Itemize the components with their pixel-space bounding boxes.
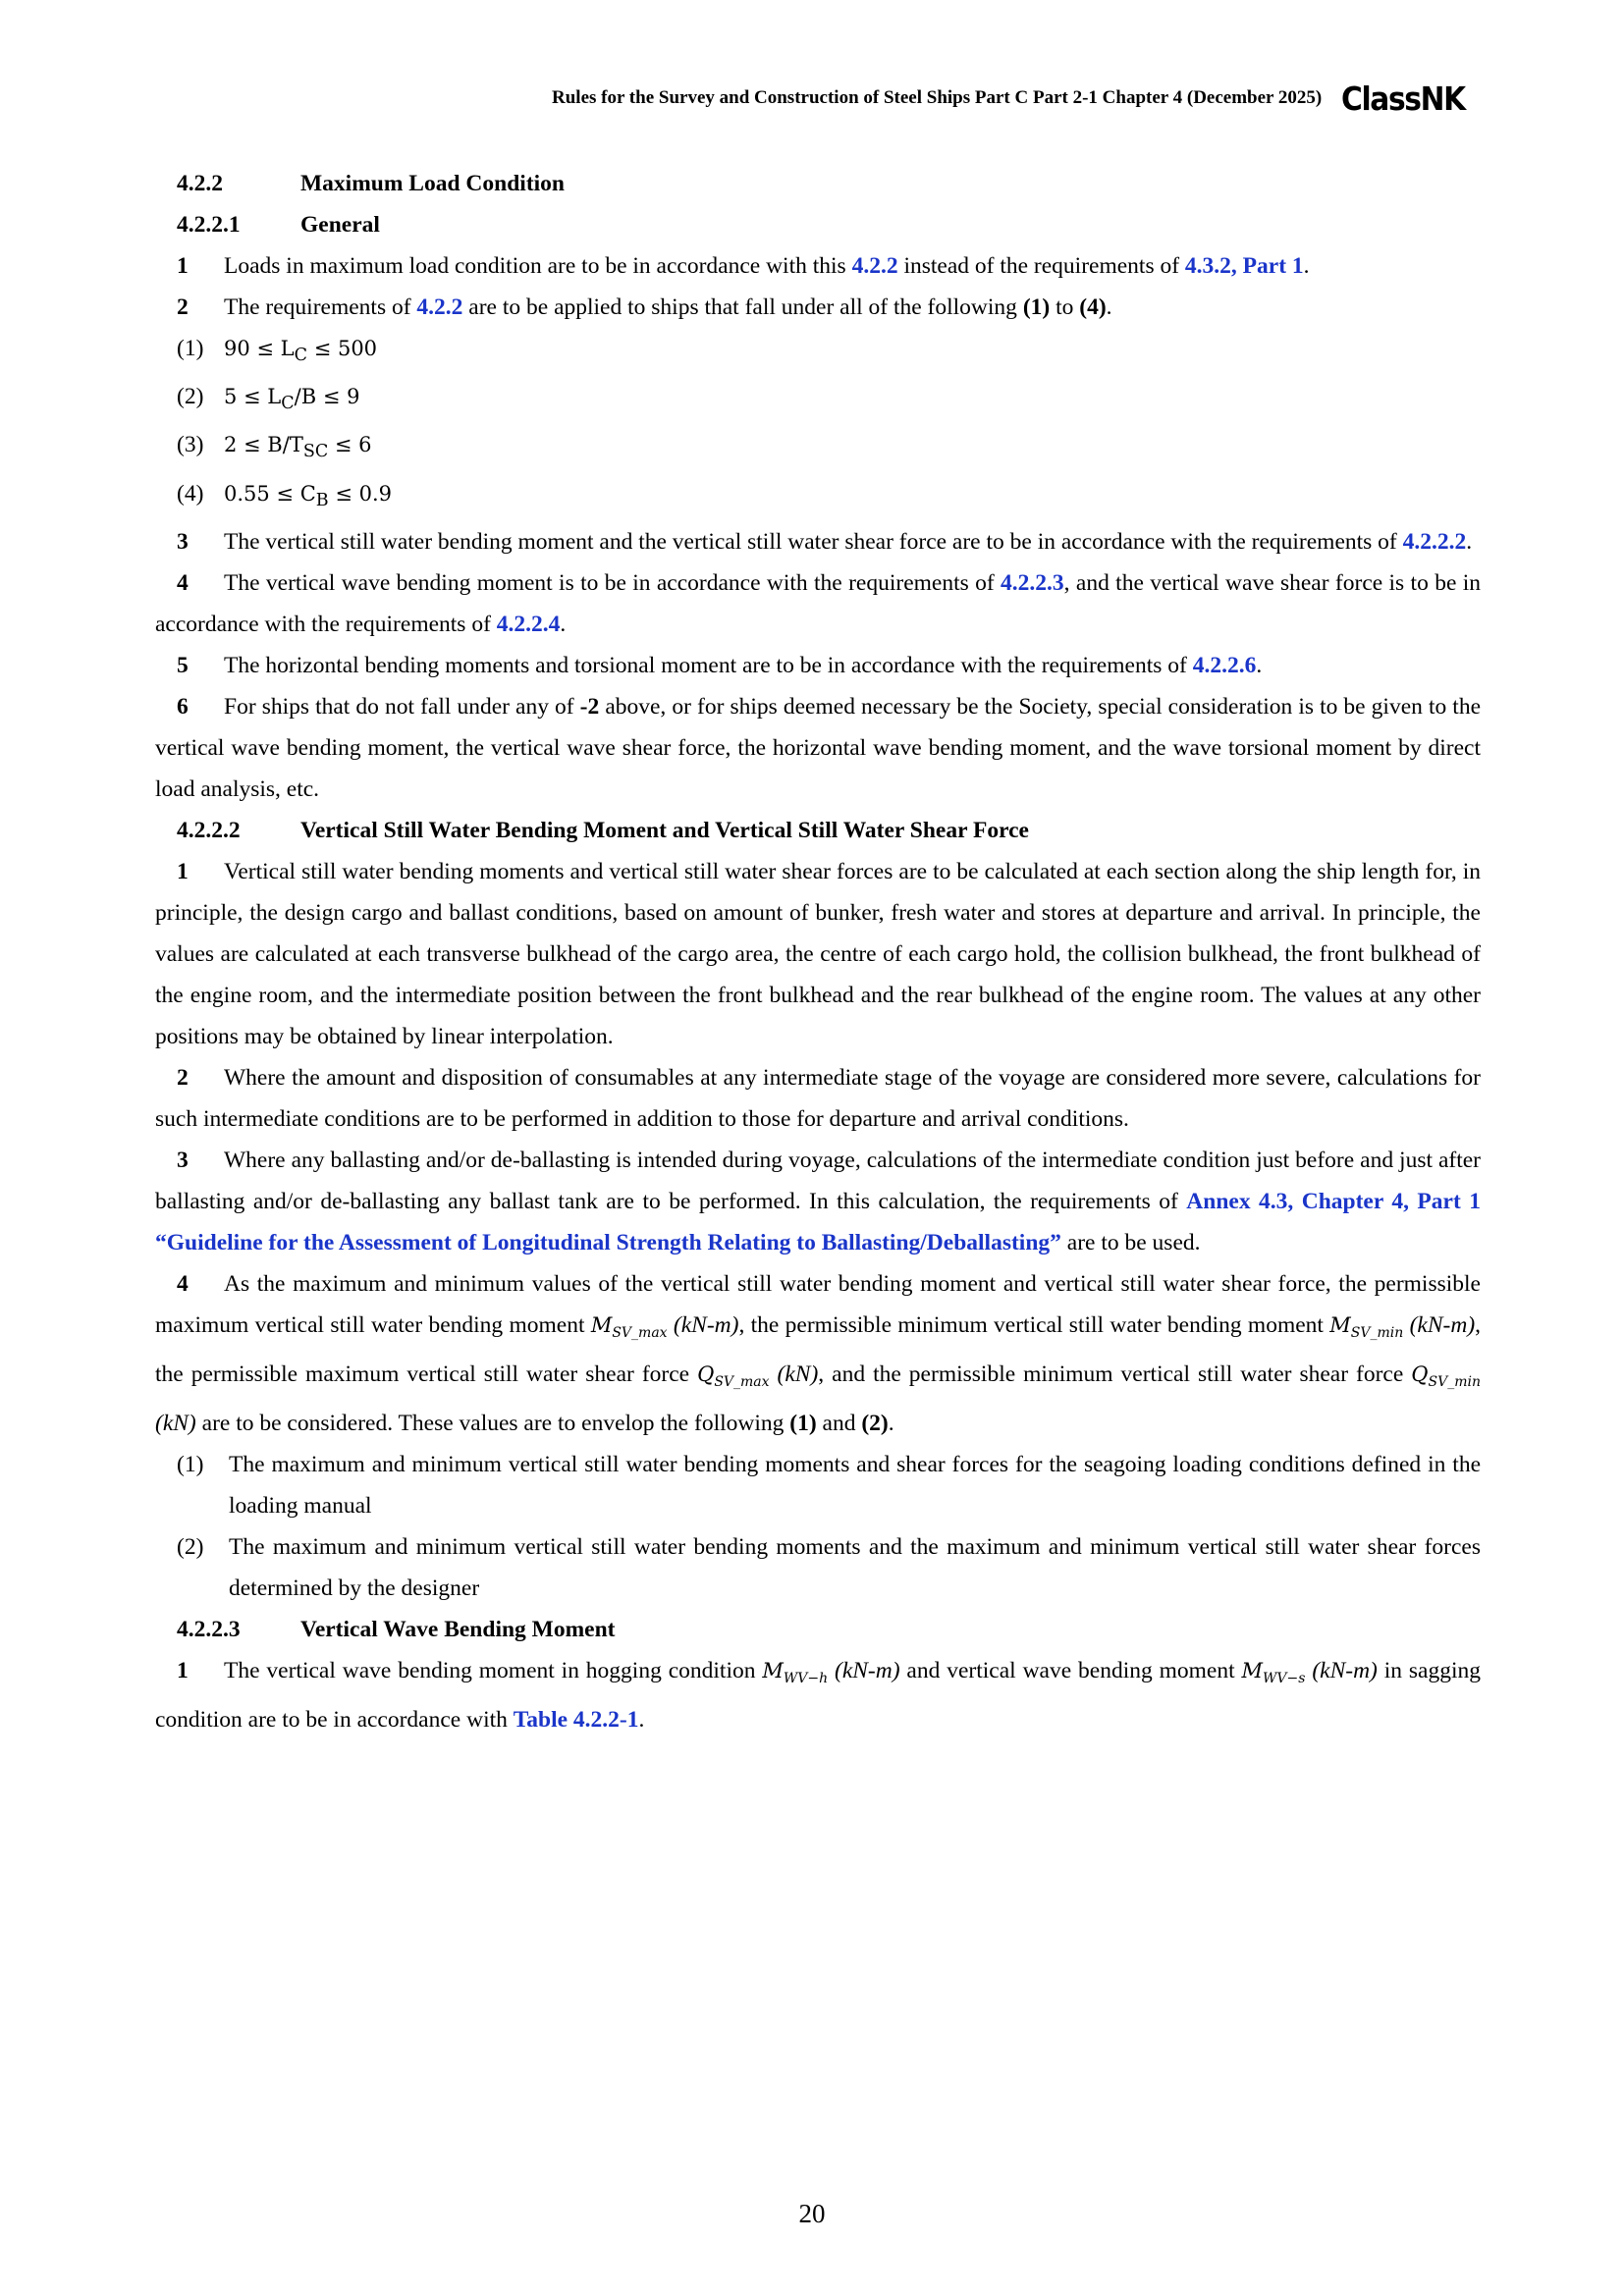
paragraph-4-2-2-1-2: 2 The requirements of 4.2.2 are to be applied to ships that fall under all of the following (1) to (4). bbox=[177, 294, 1112, 320]
list-item: (1) The maximum and minimum vertical still water bending moments and shear forces for the seagoing loading conditions defined in the loading manual bbox=[177, 1452, 1481, 1520]
paragraph-4-2-2-2-1: 1 Vertical still water bending moments and vertical still water shear forces are to be calculated at each section along the ship length for, in principle, the design cargo and ballast conditions, based on amount of bunker, fresh water and stores at departure and arrival. In principle, the values are calculated at each transverse bulkhead of the cargo area, the centre of each cargo hold, the collision bulkhead, the front bulkhead of the engine room, and the intermediate position between the front bulkhead and the rear bulkhead of the engine room. The values at any other positions may be obtained by linear interpolation. bbox=[155, 858, 1481, 1049]
paragraph-4-2-2-2-4: 4 As the maximum and minimum values of the vertical still water bending moment and vertical still water shear force, the permissible maximum vertical still water bending moment $M_{SV\_max}$ (kN-m), the permissible minimum vertical still water bending moment $M_{SV\_min}$ (kN-m), the permissible maximum vertical still water shear force $Q_{SV\_max}$ (kN), and the permissible minimum vertical still water shear force $Q_{SV\_min}$ (kN) are to be considered. These values are to envelop the following (1) and (2). bbox=[155, 1270, 1482, 1437]
condition-item: (4) $0.55 \le C_B \le 0.9$ bbox=[177, 480, 392, 510]
symbol-mwv-s: $M_{WV-s}$ bbox=[1241, 1659, 1306, 1687]
condition-item: (2) $5 \le L_C/B \le 9$ bbox=[177, 384, 360, 414]
section-heading-4-2-2: 4.2.2 Maximum Load Condition bbox=[177, 171, 565, 196]
section-heading-4-2-2-1: 4.2.2.1 General bbox=[177, 212, 380, 238]
formula: $90 \le L_C \le 500$ bbox=[224, 337, 378, 366]
document-body bbox=[155, 163, 1481, 1740]
link-4-3-2-part-1[interactable]: 4.3.2, Part 1 bbox=[1184, 253, 1304, 279]
link-table-4-2-2-1[interactable]: Table 4.2.2-1 bbox=[513, 1707, 639, 1734]
page-number: 20 bbox=[798, 2199, 826, 2228]
link-4-2-2-3[interactable]: 4.2.2.3 bbox=[1001, 569, 1064, 596]
link-4-2-2[interactable]: 4.2.2 bbox=[851, 253, 898, 279]
header-title: Rules for the Survey and Construction of Steel Ships Part C Part 2-1 Chapter 4 (December 2025) bbox=[552, 87, 1323, 108]
condition-item: (1) $90 \le L_C \le 500$ bbox=[177, 336, 378, 366]
symbol-qsv-max: $Q_{SV\_max}$ bbox=[697, 1362, 770, 1391]
paragraph-4-2-2-3-1: 1 The vertical wave bending moment in hogging condition $M_{WV-h}$ (kN-m) and vertical wave bending moment $M_{WV-s}$ (kN-m) in sagging condition are to be in accordance with Table 4.2.2-1. bbox=[155, 1658, 1482, 1734]
list-item: (2) The maximum and minimum vertical still water bending moments and the maximum and minimum vertical still water shear forces determined by the designer bbox=[177, 1534, 1481, 1602]
formula: $5 \le L_C/B \le 9$ bbox=[224, 385, 360, 414]
formula: $2 \le B/T_{SC} \le 6$ bbox=[224, 433, 372, 462]
classnk-logo: ClassNK bbox=[1341, 79, 1466, 118]
symbol-mwv-h: $M_{WV-h}$ bbox=[762, 1659, 829, 1687]
formula: $0.55 \le C_B \le 0.9$ bbox=[224, 481, 392, 510]
link-annex-4-3[interactable]: Annex 4.3, Chapter 4, Part 1 “Guideline for the Assessment of Longitudinal Strength Relating to Ballasting/Deballasting” bbox=[155, 1188, 1481, 1255]
symbol-msv-min: $M_{SV\_min}$ bbox=[1329, 1312, 1404, 1341]
section-heading-4-2-2-3: 4.2.2.3 Vertical Wave Bending Moment bbox=[177, 1617, 616, 1643]
link-4-2-2-2[interactable]: 4.2.2.2 bbox=[1402, 528, 1467, 555]
paragraph-4-2-2-1-1: 1 Loads in maximum load condition are to be in accordance with this 4.2.2 instead of the requirements of 4.3.2, Part 1. bbox=[177, 253, 1310, 279]
link-4-2-2-4[interactable]: 4.2.2.4 bbox=[496, 611, 561, 637]
page-header bbox=[487, 77, 1479, 120]
paragraph-4-2-2-1-5: 5 The horizontal bending moments and torsional moment are to be in accordance with the requirements of 4.2.2.6. bbox=[177, 652, 1263, 678]
section-heading-4-2-2-2: 4.2.2.2 Vertical Still Water Bending Moment and Vertical Still Water Shear Force bbox=[177, 817, 1029, 843]
paragraph-4-2-2-1-3: 3 The vertical still water bending moment and the vertical still water shear force are to be in accordance with the requirements of 4.2.2.2. bbox=[177, 528, 1473, 555]
symbol-qsv-min: $Q_{SV\_min}$ bbox=[1411, 1362, 1481, 1391]
condition-item: (3) $2 \le B/T_{SC} \le 6$ bbox=[177, 432, 372, 462]
symbol-msv-max: $M_{SV\_max}$ bbox=[590, 1312, 668, 1341]
paragraph-4-2-2-2-3: 3 Where any ballasting and/or de-ballasting is intended during voyage, calculations of the intermediate condition just before and just after ballasting and/or de-ballasting any ballast tank are to be performed. In this calculation, the requirements of Annex 4.3, Chapter 4, Part 1 “Guideline for the Assessment of Longitudinal Strength Relating to Ballasting/Deballasting” are to be used. bbox=[155, 1147, 1481, 1255]
paragraph-4-2-2-2-2: 2 Where the amount and disposition of consumables at any intermediate stage of the voyage are considered more severe, calculations for such intermediate conditions are to be performed in addition to those for departure and arrival conditions. bbox=[155, 1064, 1481, 1132]
link-4-2-2-6[interactable]: 4.2.2.6 bbox=[1192, 652, 1257, 678]
link-4-2-2[interactable]: 4.2.2 bbox=[416, 294, 463, 320]
paragraph-4-2-2-1-6: 6 For ships that do not fall under any of -2 above, or for ships deemed necessary be the Society, special consideration is to be given to the vertical wave bending moment, the vertical wave shear force, the horizontal wave bending moment, and the wave torsional moment by direct load analysis, etc. bbox=[155, 693, 1481, 802]
paragraph-4-2-2-1-4: 4 The vertical wave bending moment is to be in accordance with the requirements of 4.2.2.3, and the vertical wave shear force is to be in accordance with the requirements of 4.2.2.4. bbox=[155, 569, 1482, 637]
